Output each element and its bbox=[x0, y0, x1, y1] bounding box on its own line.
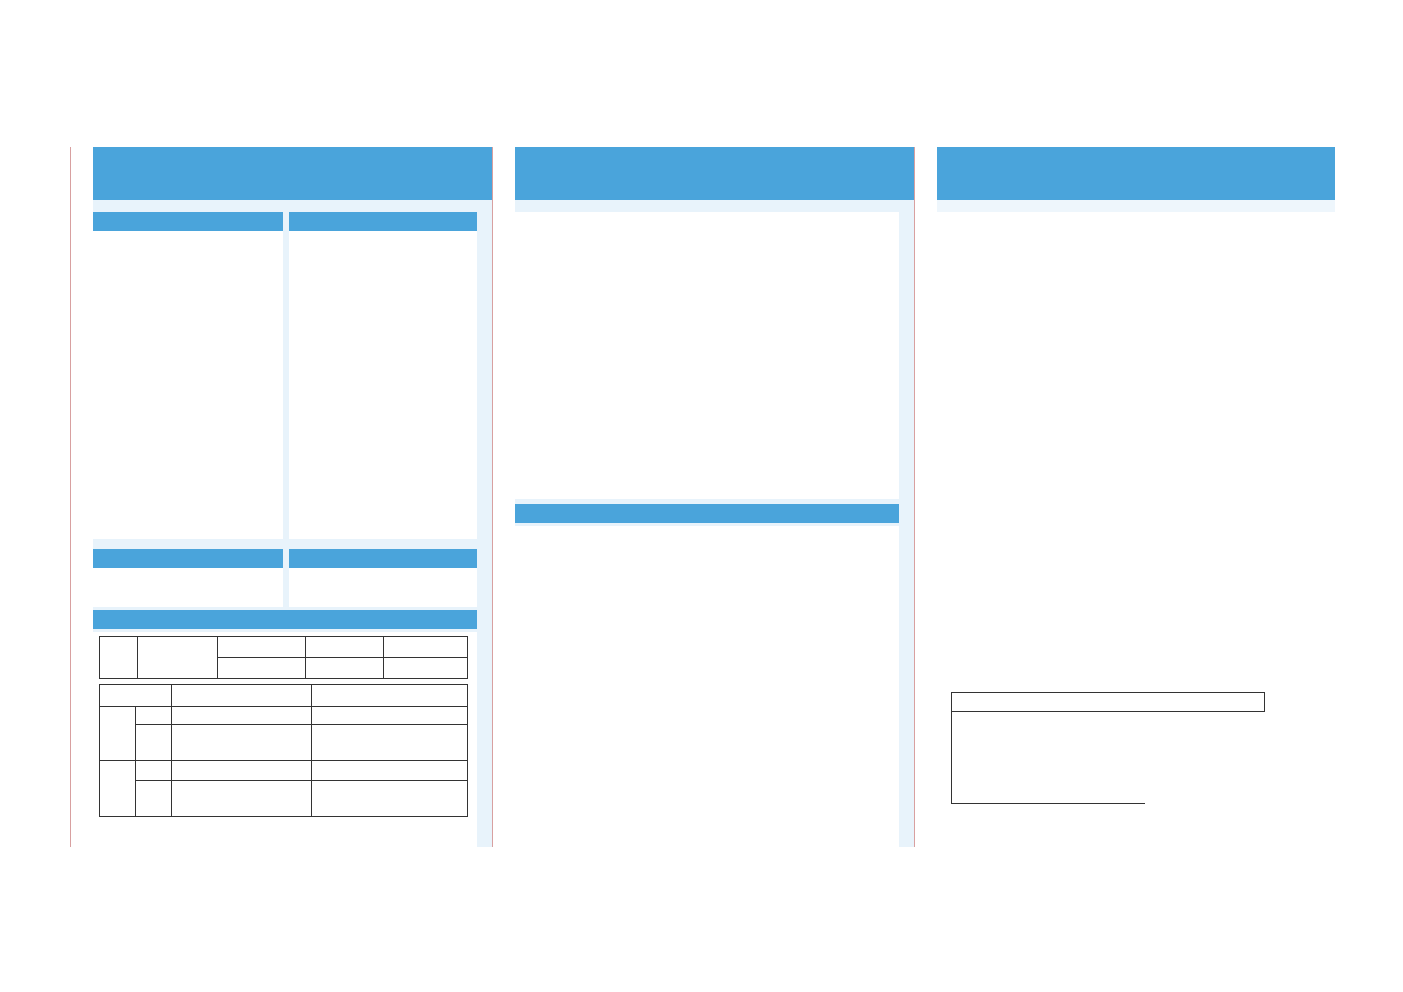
panel2-banner bbox=[515, 147, 915, 200]
sunday-evening-label bbox=[306, 637, 384, 658]
sunday-morning-label bbox=[138, 637, 218, 679]
thanks-list bbox=[951, 266, 1307, 278]
wednesday-label bbox=[306, 658, 384, 679]
friday-prayer-header bbox=[289, 549, 477, 568]
sunday-service-header bbox=[93, 212, 283, 231]
panel3-content bbox=[937, 200, 1335, 847]
offerings-box bbox=[515, 212, 899, 499]
service-committee-box bbox=[93, 632, 477, 847]
guide-committee-label bbox=[100, 707, 136, 761]
friday-prayer-box bbox=[289, 549, 477, 607]
staff-frame bbox=[951, 712, 1145, 804]
guide-part1-label bbox=[136, 707, 172, 725]
offering-committee-label bbox=[100, 761, 136, 817]
offering2-date2 bbox=[312, 781, 468, 817]
panel-worship bbox=[70, 147, 492, 847]
next-prayer-label bbox=[100, 637, 138, 679]
letter-box bbox=[937, 212, 1335, 847]
service-committee-header bbox=[93, 610, 477, 629]
guide1-date2 bbox=[312, 707, 468, 725]
dawn-prayer-box bbox=[93, 549, 283, 607]
volunteers-table bbox=[99, 684, 468, 817]
service-committee-table bbox=[99, 636, 468, 679]
first-service-person bbox=[218, 637, 306, 658]
panel1-content bbox=[93, 200, 493, 847]
offering1-date1 bbox=[172, 761, 312, 781]
guide1-date1 bbox=[172, 707, 312, 725]
offering-part2-label bbox=[136, 781, 172, 817]
staff-title bbox=[951, 692, 1265, 712]
wednesday-service-box bbox=[289, 212, 477, 539]
guide2-date1 bbox=[172, 725, 312, 761]
wednesday-service-header bbox=[289, 212, 477, 231]
guide-part2-label bbox=[136, 725, 172, 761]
offering2-date1 bbox=[172, 781, 312, 817]
sunday-evening-person bbox=[384, 637, 468, 658]
panel1-banner bbox=[93, 147, 493, 200]
dawn-prayer-header bbox=[93, 549, 283, 568]
panel2-content bbox=[515, 200, 915, 847]
panel3-banner bbox=[937, 147, 1335, 200]
offering1-date2 bbox=[312, 761, 468, 781]
panel-mission-letter bbox=[914, 147, 1334, 847]
date2-header bbox=[312, 685, 468, 707]
offering-part1-label bbox=[136, 761, 172, 781]
panel-offerings bbox=[492, 147, 914, 847]
wednesday-person bbox=[384, 658, 468, 679]
second-service-person bbox=[218, 658, 306, 679]
guide2-date2 bbox=[312, 725, 468, 761]
group-report-box bbox=[515, 526, 899, 847]
sunday-service-box bbox=[93, 212, 283, 539]
group-report-header bbox=[515, 504, 899, 523]
date1-header bbox=[172, 685, 312, 707]
